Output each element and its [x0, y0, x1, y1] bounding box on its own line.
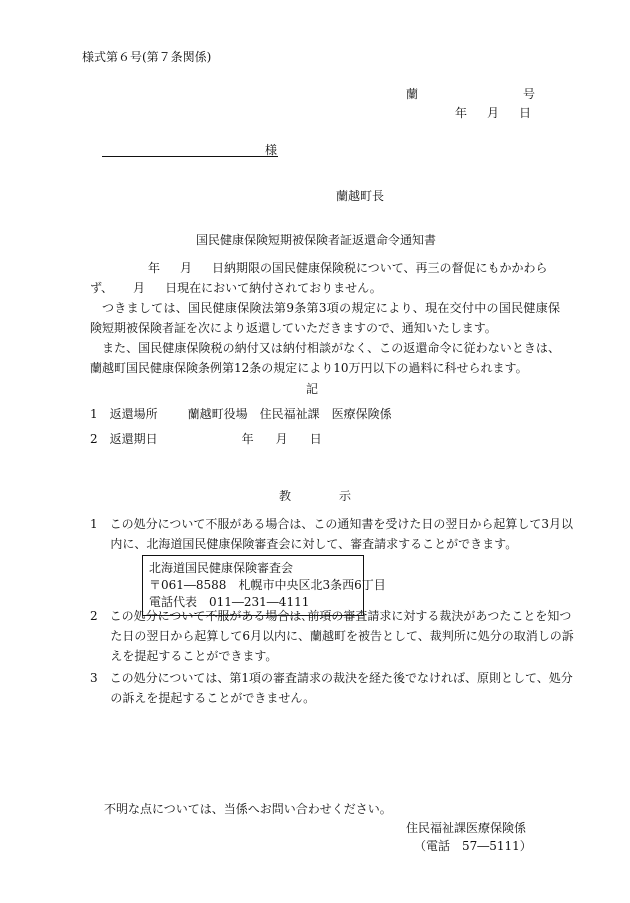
return-location-row [90, 408, 392, 420]
instruction-note-1: 1 この処分について不服がある場合は、この通知書を受けた日の翌日から起算して3月以内に、北海道国民健康保険審査会に対して、審査請求することができます。 [90, 517, 574, 551]
return-location-label: 返還場所 [109, 407, 158, 421]
reference-number-suffix: 号 [523, 87, 536, 101]
item-number: 2 [90, 432, 98, 446]
issue-date-day: 日 [519, 106, 532, 120]
payment-year: 年 [148, 261, 161, 275]
review-board-address: 〒061―8588 札幌市中央区北3条西6丁目 [149, 578, 386, 592]
body-paragraph-1-line-1: 年 月 日納期限の国民健康保険税について、再三の督促にもかかわら [148, 261, 548, 275]
addressee-honorific: 様 [265, 143, 278, 157]
issue-date-year: 年 [455, 106, 468, 120]
instruction-heading: 教 示 [279, 489, 352, 503]
instruction-note-2: 2 この処分について不服がある場合は､前項の審査請求に対する裁決があつたことを知つた日の翌日から起算して6月以内に、蘭越町を被告として、裁判所に処分の取消しの訴えを提起することができます。 [90, 609, 574, 663]
body-paragraph-1 [90, 258, 560, 298]
document-title: 国民健康保険短期被保険者証返還命令通知書 [196, 233, 437, 247]
reference-number-prefix: 蘭 [406, 87, 419, 101]
contact-department: 住民福祉課医療保険係 [406, 821, 527, 835]
return-date-row [90, 433, 322, 445]
inquiry-note: 不明な点については、当係へお問い合わせください。 [104, 802, 392, 816]
payment-month: 月 [180, 261, 193, 275]
item-number: 1 [90, 407, 98, 421]
return-date-year: 年 [241, 432, 254, 446]
body-paragraph-1-line-2: ず、 月 日現在において納付されておりません。 [90, 281, 382, 295]
instruction-note-3: 3 この処分については、第1項の審査請求の裁決を経た後でなければ、原則として、処分の訴えを提起することができません。 [90, 671, 573, 705]
body-paragraph-2: つきましては、国民健康保険法第9条第3項の規定により、現在交付中の国民健康保険短期被保険者証を次により返還していただきますので、通知いたします。 [90, 301, 560, 335]
form-id: 様式第６号(第７条関係) [82, 50, 212, 64]
status-month: 月 [133, 281, 146, 295]
body-paragraph-3: また、国民健康保険税の納付又は納付相談がなく、この返還命令に従わないときは、蘭越町国民健康保険条例第12条の規定により10万円以下の過料に科せられます。 [90, 341, 560, 375]
contact-phone: （電話 57―5111） [414, 839, 532, 853]
return-date-label: 返還期日 [109, 432, 158, 446]
addressee-line [102, 156, 278, 157]
review-board-phone: 電話代表 011―231―4111 [149, 595, 310, 609]
review-board-name: 北海道国民健康保険審査会 [149, 561, 294, 575]
return-date-day: 日 [309, 432, 322, 446]
sender-name: 蘭越町長 [336, 189, 385, 203]
ki-heading: 記 [306, 382, 319, 396]
return-location-value: 蘭越町役場 住民福祉課 医療保険係 [187, 407, 392, 421]
issue-date [455, 107, 531, 119]
return-date-month: 月 [275, 432, 288, 446]
issue-date-month: 月 [487, 106, 500, 120]
